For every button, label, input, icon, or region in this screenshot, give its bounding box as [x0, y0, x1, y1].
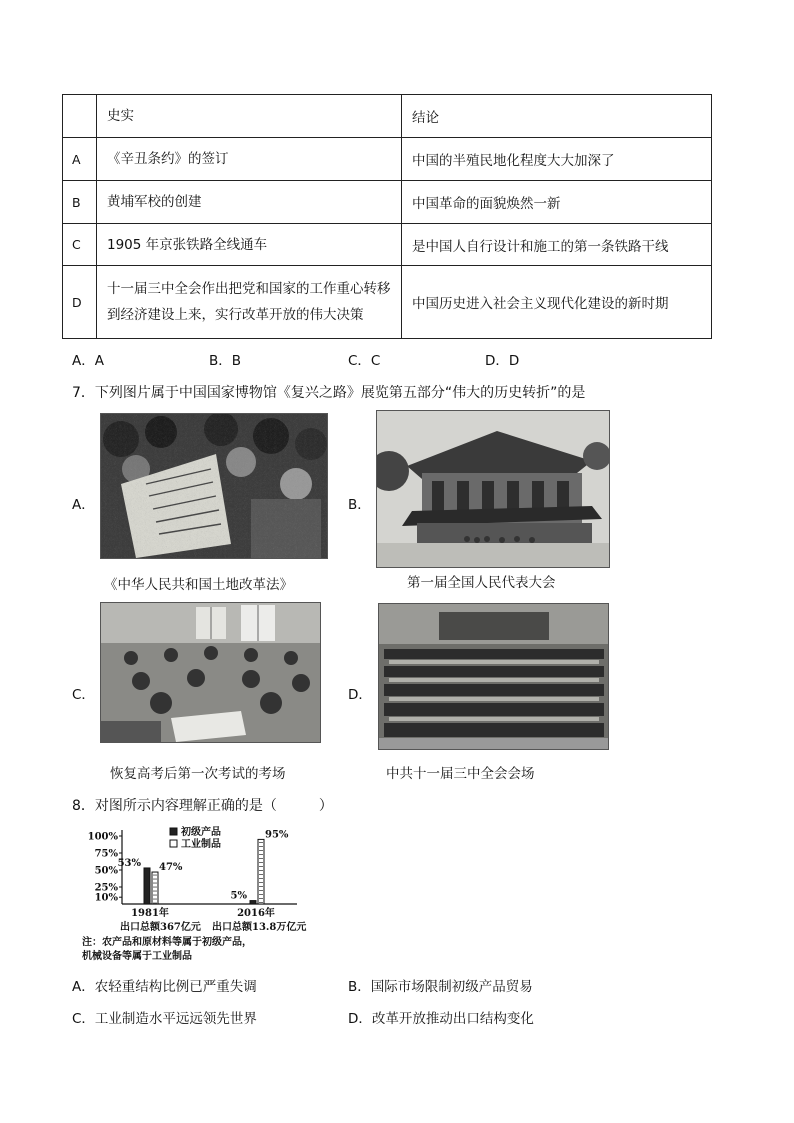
row-conclusion: 中国历史进入社会主义现代化建设的新时期: [402, 266, 712, 339]
q7-option-d-letter[interactable]: D．: [348, 687, 372, 703]
q8-option-d[interactable]: D．改革开放推动出口结构变化: [348, 1011, 534, 1027]
legend-swatch: [170, 840, 177, 847]
third-plenum-hall-photo[interactable]: [378, 603, 609, 750]
row-label: A: [63, 138, 97, 181]
y-tick-label: 50%: [94, 865, 118, 877]
first-npc-building-photo[interactable]: [376, 410, 610, 568]
header-conclusion: 结论: [402, 95, 712, 138]
q8-stem: 8．对图所示内容理解正确的是（ ）: [72, 798, 333, 814]
q7-option-d-caption: 中共十一届三中全会会场: [386, 766, 535, 782]
legend-label: 工业制品: [181, 839, 221, 850]
q8-option-b[interactable]: B．国际市场限制初级产品贸易: [348, 979, 533, 995]
row-conclusion: 中国革命的面貌焕然一新: [402, 181, 712, 224]
chart-footnote-line2: 机械设备等属于工业制品: [82, 951, 192, 962]
history-facts-table: [62, 94, 712, 339]
row-fact: [97, 266, 402, 339]
table-row: [63, 224, 712, 266]
row-label: D: [63, 266, 97, 339]
bar-primary-0: [144, 868, 150, 904]
college-exam-room-photo[interactable]: [100, 602, 321, 743]
table-header-row: [63, 95, 712, 138]
q6-option-b[interactable]: B．B: [209, 353, 242, 369]
q7-option-b-letter[interactable]: B．: [348, 497, 371, 513]
header-empty-cell: [63, 95, 97, 138]
land-reform-law-photo[interactable]: [100, 413, 328, 559]
row-label: C: [63, 224, 97, 266]
row-fact: 黄埔军校的创建: [97, 181, 402, 224]
q8-option-c[interactable]: C．工业制造水平远远领先世界: [72, 1011, 257, 1027]
x-category-label: 1981年: [131, 908, 169, 919]
row-conclusion: 中国的半殖民地化程度大大加深了: [402, 138, 712, 181]
note-1981: 出口总额367亿元: [120, 922, 201, 933]
row-conclusion: 是中国人自行设计和施工的第一条铁路干线: [402, 224, 712, 266]
q8-option-a[interactable]: A．农轻重结构比例已严重失调: [72, 979, 257, 995]
row-label: B: [63, 181, 97, 224]
q7-option-b-caption: 第一届全国人民代表大会: [407, 575, 556, 591]
legend-swatch: [170, 828, 177, 835]
table-row: [63, 138, 712, 181]
note-2016: 出口总额13.8万亿元: [212, 922, 307, 933]
bar-value-label: 95%: [265, 829, 289, 841]
q7-option-c-caption: 恢复高考后第一次考试的考场: [110, 766, 286, 782]
row-fact: 《辛丑条约》的签订: [97, 138, 402, 181]
row-fact: 1905 年京张铁路全线通车: [97, 224, 402, 266]
bar-value-label: 5%: [230, 890, 247, 902]
q7-option-c-letter[interactable]: C．: [72, 687, 95, 703]
row-fact-line: 十一届三中全会作出把党和国家的工作重心转移: [107, 281, 391, 297]
header-fact: 史实: [97, 95, 402, 138]
bar-value-label: 53%: [117, 857, 141, 869]
table-row: [63, 181, 712, 224]
bar-value-label: 47%: [159, 862, 183, 874]
export-structure-chart: [82, 822, 332, 962]
x-category-label: 2016年: [237, 908, 275, 919]
q7-stem: 7．下列图片属于中国国家博物馆《复兴之路》展览第五部分“伟大的历史转折”的是: [72, 385, 586, 401]
bar-primary-1: [250, 901, 256, 904]
q6-option-a[interactable]: A．A: [72, 353, 104, 369]
q7-option-a-caption: 《中华人民共和国土地改革法》: [104, 577, 293, 593]
y-tick-label: 75%: [94, 848, 118, 860]
q7-option-a-letter[interactable]: A．: [72, 497, 95, 513]
row-fact-line: 到经济建设上来，实行改革开放的伟大决策: [107, 307, 364, 323]
table-row: [63, 266, 712, 339]
y-tick-label: 25%: [94, 882, 118, 894]
y-tick-label: 10%: [94, 892, 118, 904]
q6-option-c[interactable]: C．C: [348, 353, 381, 369]
q6-option-d[interactable]: D．D: [485, 353, 520, 369]
chart-footnote-line1: 注：农产品和原材料等属于初级产品，: [82, 937, 252, 948]
legend-label: 初级产品: [181, 827, 221, 838]
y-tick-label: 100%: [87, 831, 118, 843]
